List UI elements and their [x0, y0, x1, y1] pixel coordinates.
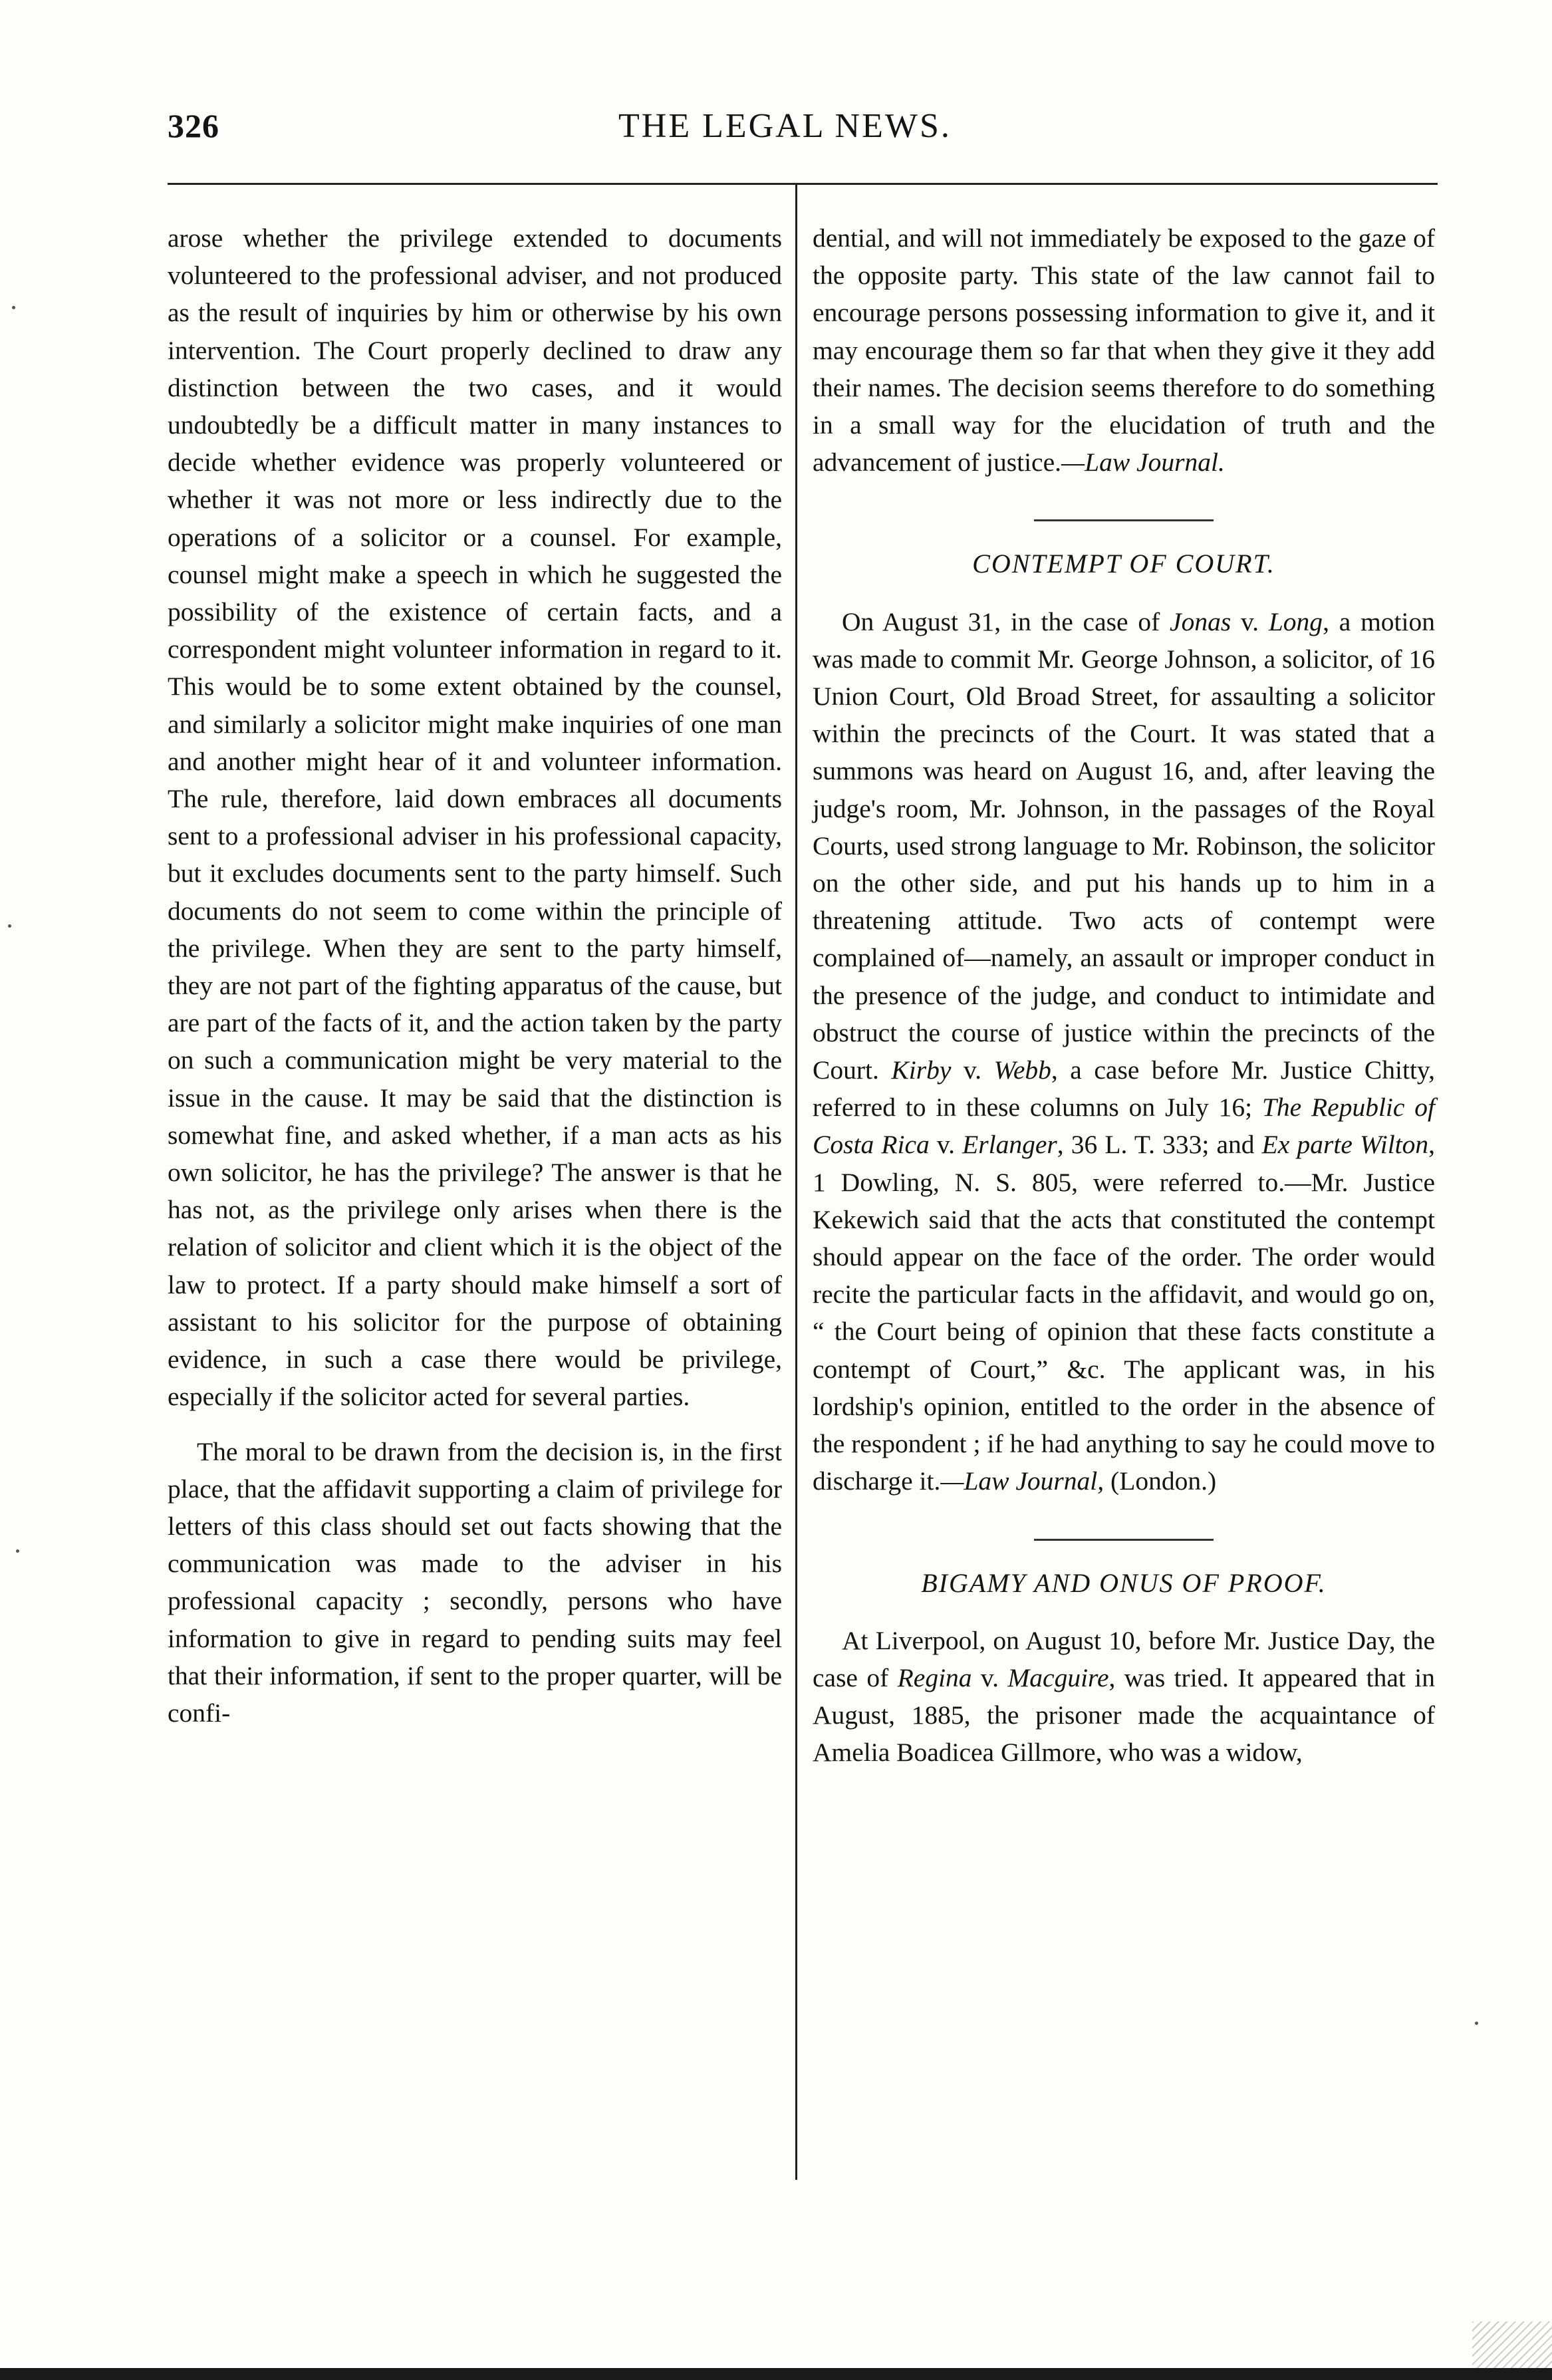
paragraph-bigamy: At Liverpool, on August 10, before Mr. Justice Day, the case of Regina v. Macguire, was tried. It appeared that in August, 1885, the prisoner made the acquaintance of Amelia Boadicea Gillmore, who was a widow, [813, 1625, 1436, 1768]
paragraph-privilege: arose whether the privilege extended to documents volunteered to the professional adviser, and not produced as the result of inquiries by him or otherwise by his own intervention. The Court properly declined to draw any distinction between the two cases, and it would undoubtedly be a difficult matter in many instances to decide whether evidence was properly volunteered or whether it was not more or less indirectly due to the operations of a solicitor or a counsel. For example, counsel might make a speech in which he suggested the possibility of the existence of certain facts, and a correspondent might volunteer information in regard to it. This would be to some extent obtained by the counsel, and similarly a solicitor might make inquiries of one man and another might hear of it and volunteer information. The rule, therefore, laid down embraces all documents sent to a professional adviser in his professional capacity, but it excludes documents sent to the party himself. Such documents do not seem to come within the principle of the privilege. When they are sent to the party himself, they are not part of the fighting apparatus of the cause, but are part of the facts of it, and the action taken by the party on such a communication might be very material to the issue in the cause. It may be said that the distinction is somewhat fine, and asked whether, if a man acts as his own solicitor, he has the privilege? The answer is that he has not, as the privilege only arises when there is the relation of solicitor and client which it is the object of the law to protect. If a party should make himself a sort of assistant to his solicitor for the purpose of obtaining evidence, in such a case there would be privilege, especially if the solicitor acted for several parties. [168, 223, 782, 1412]
paragraph-contempt: On August 31, in the case of Jonas v. Long, a motion was made to commit Mr. George Johnson, a solicitor, of 16 Union Court, Old Broad Street, for assaulting a solicitor within the precincts of the Court. It was stated that a summons was heard on August 16, and, after leaving the judge's room, Mr. Johnson, in the passages of the Royal Courts, used strong language to Mr. Robinson, the solicitor on the other side, and put his hands up to him in a threatening attitude. Two acts of contempt were complained of—namely, an assault or improper conduct in the presence of the judge, and conduct to intimidate and obstruct the course of justice within the precincts of the Court. Kirby v. Webb, a case before Mr. Justice Chitty, referred to in these columns on July 16; The Republic of Costa Rica v. Erlanger, 36 L. T. 333; and Ex parte Wilton, 1 Dowling, N. S. 805, were referred to.—Mr. Justice Kekewich said that the acts that constituted the contempt should appear on the face of the order. The order would recite the particular facts in the affidavit, and would go on, “ the Court being of opinion that these facts constitute a contempt of Court,” &c. The applicant was, in his lordship's opinion, entitled to the order in the absence of the respondent ; if he had anything to say he could move to discharge it.—Law Journal, (London.) [813, 606, 1436, 1496]
scan-speck [1475, 2022, 1478, 2025]
header-rule [168, 183, 1438, 185]
case-name: Webb [993, 1055, 1051, 1085]
scan-corner-artifact [1472, 2321, 1552, 2368]
section-divider [1034, 1539, 1214, 1541]
section-heading-bigamy: BIGAMY AND ONUS OF PROOF. [921, 1567, 1327, 1598]
paragraph-continuation: dential, and will not immediately be exposed to the gaze of the opposite party. This state of the law cannot fail to encourage persons possessing information to give it, and it may encourage them so far that when they give it they add their names. The decision seems therefore to do something in a small way for the elucidation of truth and the advancement of justice.—Law Journal. [813, 223, 1435, 477]
column-divider [795, 185, 797, 2180]
paragraph-moral: The moral to be drawn from the decision is, in the first place, that the affidavit supporting a claim of privilege for letters of this class should set out facts showing that the communication was made to the adviser in his professional capacity ; secondly, persons who have information to give in regard to pending suits may feel that their information, if sent to the proper quarter, will be confi- [168, 1436, 782, 1728]
page-number: 326 [168, 107, 219, 144]
source-citation: —Law Journal. [1061, 448, 1225, 477]
case-name: The Republic of Costa Rica [813, 1093, 1435, 1160]
case-name: Regina [897, 1662, 972, 1692]
scan-bottom-edge [0, 2368, 1552, 2380]
scan-speck [8, 924, 11, 928]
section-divider [1034, 519, 1214, 521]
scan-speck [16, 1549, 19, 1553]
case-name: Erlanger [962, 1130, 1057, 1160]
case-name: Ex parte Wilton [1261, 1130, 1429, 1160]
left-column [168, 219, 782, 1732]
section-heading-contempt: CONTEMPT OF COURT. [972, 549, 1275, 579]
right-column [813, 219, 1435, 1772]
case-name: Macguire [1007, 1662, 1109, 1692]
case-name: Jonas [1170, 606, 1231, 636]
case-name: Long [1268, 606, 1323, 636]
source-citation: —Law Journal, [940, 1466, 1104, 1496]
scan-speck [12, 306, 15, 309]
running-title: THE LEGAL NEWS. [618, 107, 952, 145]
case-name: Kirby [891, 1055, 952, 1085]
